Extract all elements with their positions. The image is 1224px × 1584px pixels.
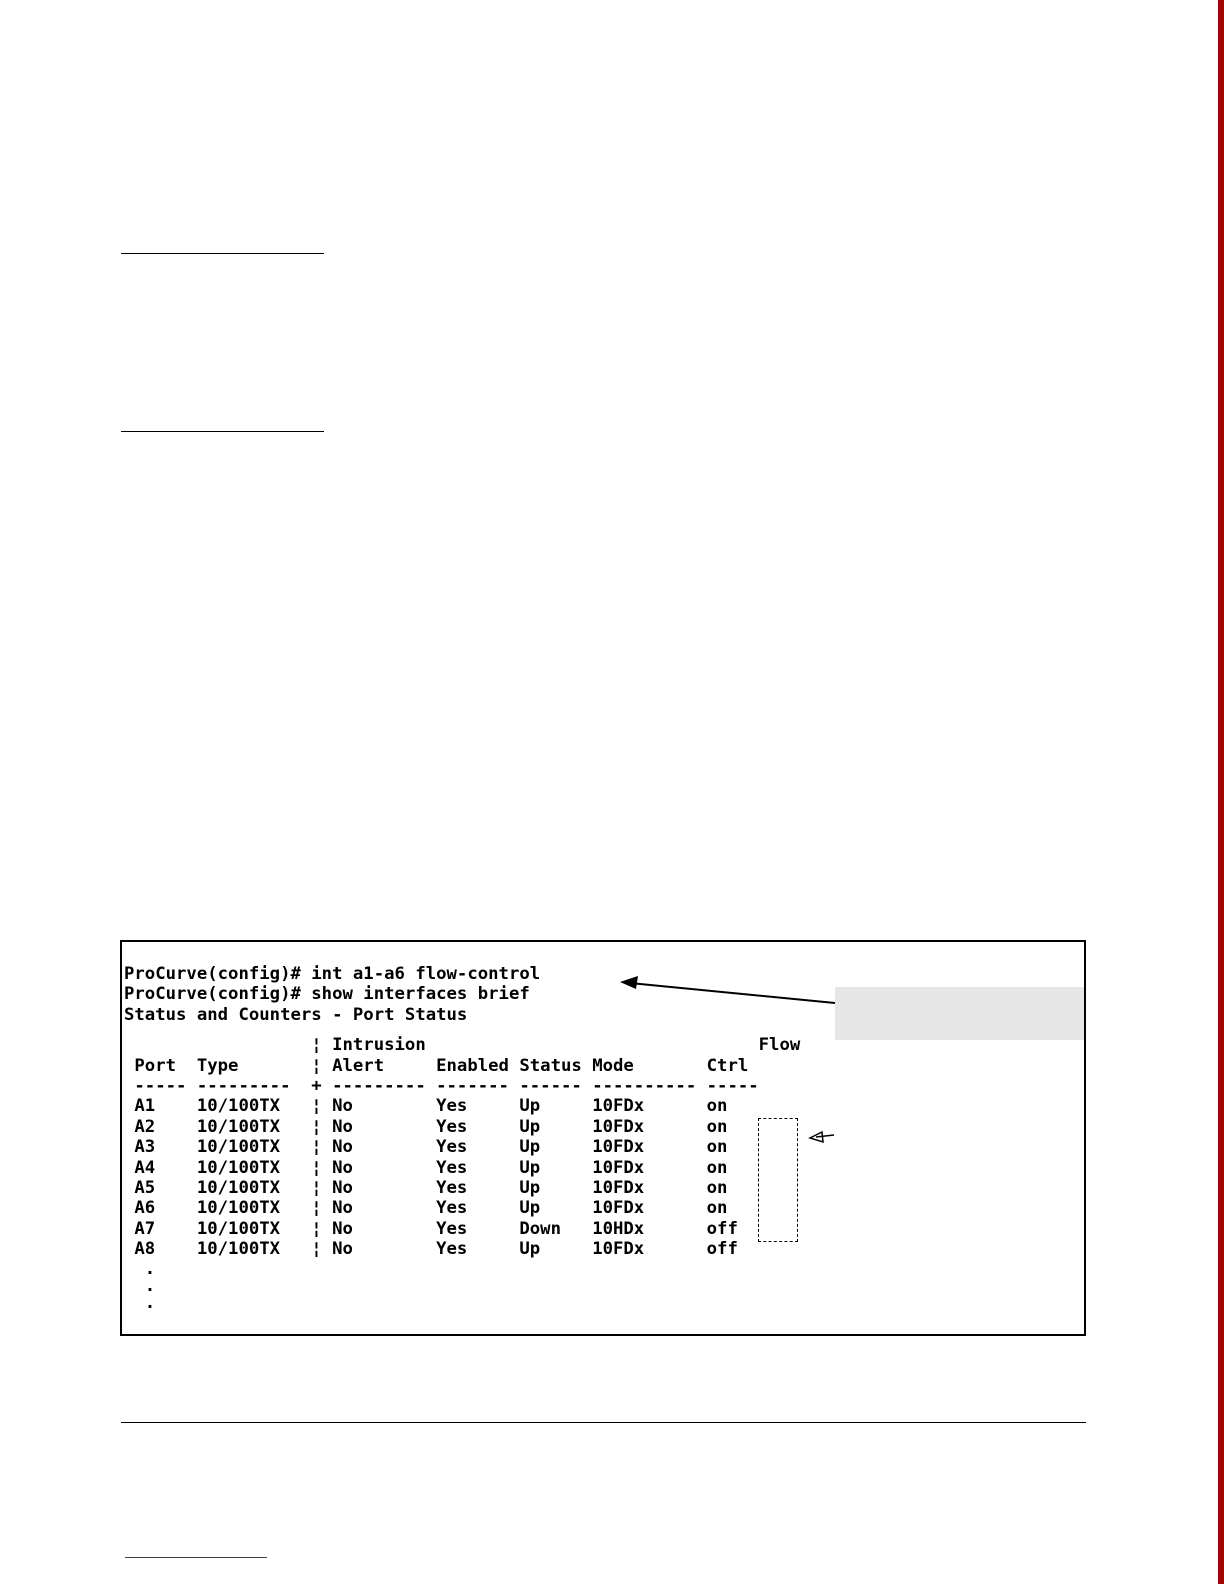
command-arrow-head [620,976,638,989]
terminal-line: A3 10/100TX ¦ No Yes Up 10FDx on [124,1137,728,1158]
page-edge-bar [1218,0,1224,1584]
terminal-line: ProCurve(config)# int a1-a6 flow-control [124,964,541,984]
terminal-line: ¦ Intrusion Flow [124,1035,801,1056]
terminal-line: . [124,1259,156,1280]
terminal-line: A5 10/100TX ¦ No Yes Up 10FDx on [124,1177,728,1198]
terminal-line: Status and Counters - Port Status [124,1004,468,1025]
footer-rule [121,1422,1086,1423]
footer-link-underline [125,1557,267,1558]
terminal-screenshot [120,940,1086,1336]
terminal-line: ProCurve(config)# show interfaces brief [124,984,530,1005]
terminal-line: . [124,1276,156,1297]
terminal-line: . [124,1293,156,1314]
terminal-line: A4 10/100TX ¦ No Yes Up 10FDx on [124,1157,728,1178]
terminal-line: A8 10/100TX ¦ No Yes Up 10FDx off [124,1239,738,1260]
section-rule-1 [121,253,324,254]
terminal-line: Port Type ¦ Alert Enabled Status Mode Ctrl [124,1055,749,1076]
command-arrow-line [630,983,835,1003]
terminal-line: A6 10/100TX ¦ No Yes Up 10FDx on [124,1198,728,1219]
section-rule-2 [121,431,324,432]
terminal-line: A1 10/100TX ¦ No Yes Up 10FDx on [124,1096,728,1117]
flow-arrow-line [816,1135,834,1137]
terminal-line: A7 10/100TX ¦ No Yes Down 10HDx off [124,1218,738,1239]
terminal-line: A2 10/100TX ¦ No Yes Up 10FDx on [124,1116,728,1137]
terminal-line: ----- --------- + --------- ------- ------ ---------- ----- [124,1075,759,1096]
callout-arrows [122,942,1084,1334]
